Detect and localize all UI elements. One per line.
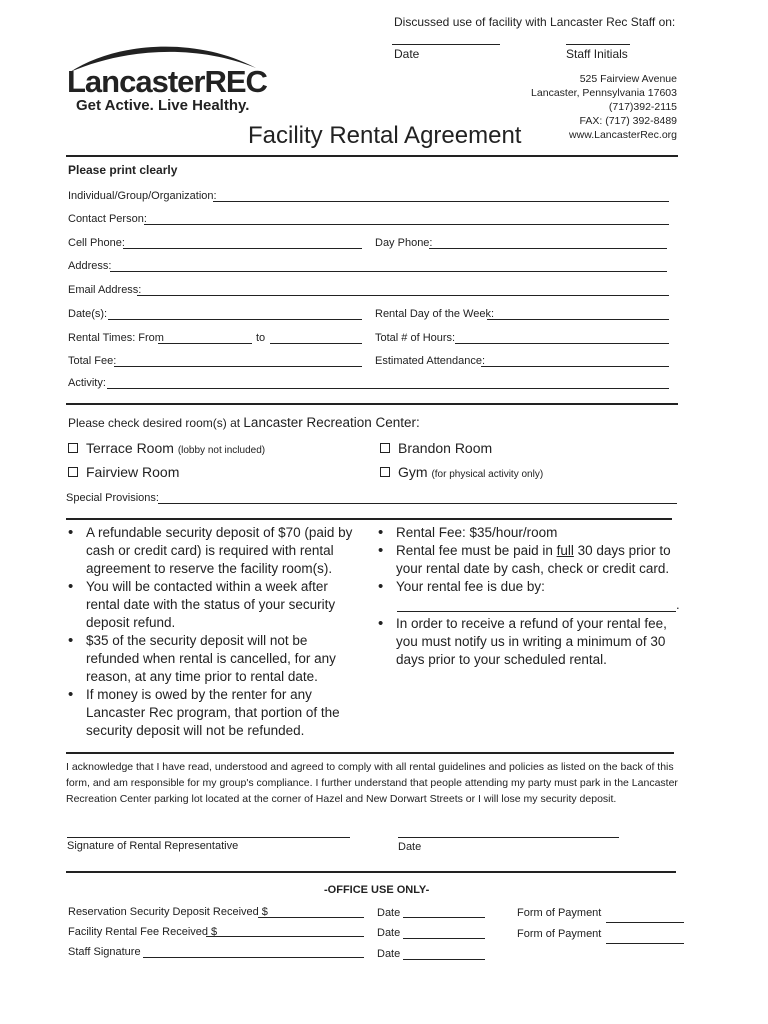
staff-initials-label: Staff Initials <box>566 47 628 61</box>
fee-received-field[interactable] <box>206 936 364 937</box>
fee-payment-field[interactable] <box>606 943 684 944</box>
attendance-field[interactable] <box>481 366 669 367</box>
special-provisions-label: Special Provisions: <box>66 492 159 504</box>
day-phone-label: Day Phone: <box>375 237 433 249</box>
rental-from-field[interactable] <box>158 343 252 344</box>
terms-right-list <box>374 524 690 596</box>
rooms-prompt <box>68 416 420 430</box>
cell-phone-label: Cell Phone: <box>68 237 125 249</box>
rental-to-label: to <box>256 332 266 344</box>
organization-label: Individual/Group/Organization: <box>68 190 217 202</box>
paid-pre-text: Rental fee must be paid in <box>396 543 557 558</box>
organization-field[interactable] <box>213 201 669 202</box>
terrace-checkbox[interactable] <box>68 443 78 453</box>
room-option-fairview[interactable] <box>68 464 179 480</box>
office-use-heading: -OFFICE USE ONLY- <box>324 884 430 896</box>
signature-label: Signature of Rental Representative <box>67 840 239 852</box>
signature-date-label: Date <box>398 841 422 853</box>
fee-received-label: Facility Rental Fee Received $ <box>68 926 218 938</box>
brandon-label: Brandon Room <box>398 440 493 456</box>
staff-signature-field[interactable] <box>143 957 364 958</box>
terms-right-list-2 <box>374 615 692 669</box>
paid-underline-text: full <box>556 543 574 558</box>
total-hours-label: Total # of Hours: <box>375 332 456 344</box>
total-fee-label: Total Fee: <box>68 355 117 367</box>
room-option-brandon[interactable] <box>380 440 492 456</box>
dates-field[interactable] <box>108 319 362 320</box>
address-field[interactable] <box>110 271 667 272</box>
total-fee-field[interactable] <box>114 366 362 367</box>
print-clearly-note: Please print clearly <box>68 163 178 177</box>
due-date-field[interactable] <box>397 611 676 612</box>
due-date-period: . <box>676 597 680 612</box>
fairview-checkbox[interactable] <box>68 467 78 477</box>
cell-phone-field[interactable] <box>123 248 362 249</box>
terrace-note: (lobby not included) <box>177 445 266 456</box>
term-rental-fee: • Rental Fee: $35/hour/room <box>374 524 690 542</box>
room-option-gym[interactable] <box>380 464 543 480</box>
rental-day-label: Rental Day of the Week: <box>375 308 495 320</box>
deposit-date-label: Date <box>377 907 401 919</box>
term-money-owed: • If money is owed by the renter for any Lancaster Rec program, that portion of the security deposit will not be refunded. <box>64 686 354 740</box>
terms-divider <box>66 752 674 754</box>
contact-street: 525 Fairview Avenue <box>579 73 677 85</box>
staff-date-field[interactable] <box>403 959 485 960</box>
rooms-prompt-text: Please check desired room(s) at <box>68 416 241 430</box>
discussed-note: Discussed use of facility with Lancaster Rec Staff on: <box>394 15 676 29</box>
activity-field[interactable] <box>107 388 669 389</box>
attendance-label: Estimated Attendance: <box>375 355 486 367</box>
signature-field[interactable] <box>67 837 350 838</box>
term-refund: • In order to receive a refund of your rental fee, you must notify us in writing a minimum of 30 days prior to your scheduled rental. <box>374 615 692 669</box>
total-hours-field[interactable] <box>455 343 669 344</box>
fee-date-label: Date <box>377 927 401 939</box>
email-field[interactable] <box>137 295 669 296</box>
rental-day-field[interactable] <box>487 319 669 320</box>
term-contact: • You will be contacted within a week after rental date with the status of your security deposit refund. <box>64 578 354 632</box>
signature-divider <box>66 871 676 873</box>
activity-label: Activity: <box>68 377 106 389</box>
staff-signature-label: Staff Signature <box>68 946 141 958</box>
title-divider <box>66 155 678 157</box>
contact-city: Lancaster, Pennsylvania 17603 <box>531 87 677 99</box>
term-paid-in-full <box>374 542 690 578</box>
signature-date-field[interactable] <box>398 837 619 838</box>
contact-person-label: Contact Person: <box>68 213 147 225</box>
dates-label: Date(s): <box>68 308 108 320</box>
deposit-payment-label: Form of Payment <box>517 907 602 919</box>
room-option-terrace[interactable] <box>68 440 265 456</box>
fairview-label: Fairview Room <box>86 464 180 480</box>
gym-note: (for physical activity only) <box>431 469 544 480</box>
contact-person-field[interactable] <box>144 224 669 225</box>
logo-tagline: Get Active. Live Healthy. <box>76 97 250 114</box>
acknowledgement-text: I acknowledge that I have read, understood and agreed to comply with all rental guidelines and policies as listed on the back of this form, and am responsible for my group's compliance. I further understand that people attending my party must park in the Lancaster Recreation Center parking lot located at the corner of Hazel and New Dorwart Streets or I will lose my security deposit. <box>66 761 678 805</box>
address-label: Address: <box>68 260 112 272</box>
term-deposit: • A refundable security deposit of $70 (paid by cash or credit card) is required with rental agreement to reserve the facility room(s). <box>64 524 354 578</box>
gym-label: Gym <box>398 464 428 480</box>
special-provisions-field[interactable] <box>158 503 677 504</box>
rental-to-field[interactable] <box>270 343 362 344</box>
term-cancel: • $35 of the security deposit will not be refunded when rental is cancelled, for any reason, at any time prior to rental date. <box>64 632 354 686</box>
rooms-center-name: Lancaster Recreation Center: <box>243 415 420 430</box>
deposit-payment-field[interactable] <box>606 922 684 923</box>
brandon-checkbox[interactable] <box>380 443 390 453</box>
paid-post-text: 30 days prior to your rental date by cash, check or credit card. <box>396 543 671 576</box>
logo-wordmark: LancasterREC <box>67 64 267 99</box>
deposit-date-field[interactable] <box>403 917 485 918</box>
contact-fax: FAX: (717) 392-8489 <box>579 115 677 127</box>
deposit-received-label: Reservation Security Deposit Received $ <box>68 906 268 918</box>
deposit-received-field[interactable] <box>258 917 364 918</box>
terms-left-list <box>64 524 354 740</box>
contact-block <box>531 72 677 142</box>
term-due-by: • Your rental fee is due by: <box>374 578 690 596</box>
terrace-label: Terrace Room <box>86 440 174 456</box>
discussed-date-label: Date <box>394 47 420 61</box>
gym-checkbox[interactable] <box>380 467 390 477</box>
day-phone-field[interactable] <box>429 248 667 249</box>
rooms-divider <box>66 518 672 520</box>
contact-phone: (717)392-2115 <box>608 101 677 113</box>
rental-times-label: Rental Times: From <box>68 332 164 344</box>
email-label: Email Address: <box>68 284 142 296</box>
form-divider <box>66 403 678 405</box>
page-title: Facility Rental Agreement <box>248 122 522 149</box>
discussed-date-line[interactable] <box>392 44 500 45</box>
fee-date-field[interactable] <box>403 938 485 939</box>
staff-initials-line[interactable] <box>566 44 630 45</box>
contact-web: www.LancasterRec.org <box>569 129 677 141</box>
staff-date-label: Date <box>377 948 401 960</box>
fee-payment-label: Form of Payment <box>517 928 602 940</box>
